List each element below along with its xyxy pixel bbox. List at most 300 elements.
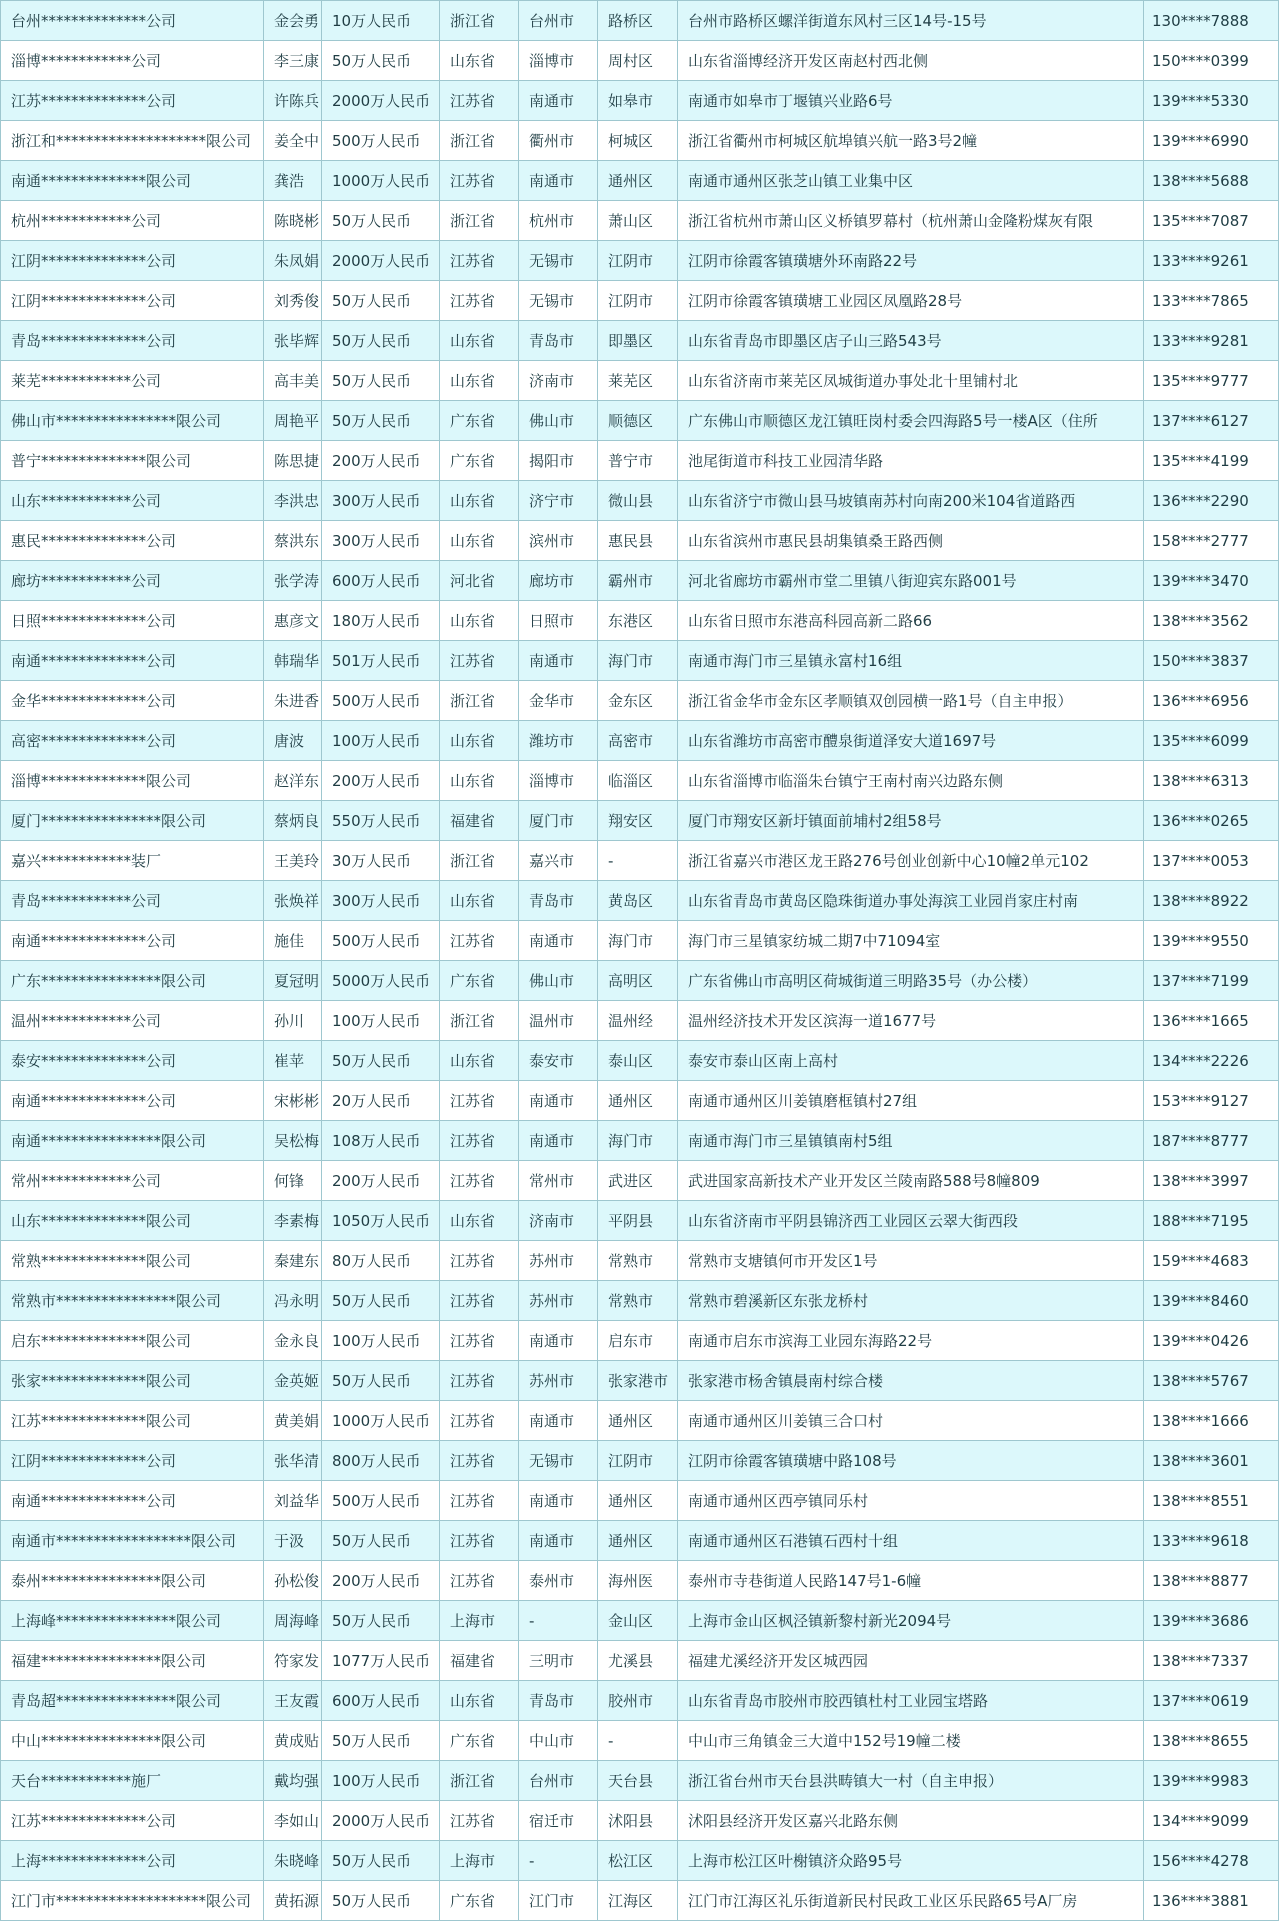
city-cell: 南通市 xyxy=(519,1121,598,1161)
legal-rep-cell: 施佳 xyxy=(264,921,322,961)
district-cell: 惠民县 xyxy=(598,521,678,561)
phone-cell: 159****4683 xyxy=(1144,1241,1279,1281)
phone-cell: 134****2226 xyxy=(1144,1041,1279,1081)
city-cell: 常州市 xyxy=(519,1161,598,1201)
capital-cell: 50万人民币 xyxy=(322,1281,440,1321)
address-cell: 台州市路桥区螺洋街道东风村三区14号-15号 xyxy=(678,1,1144,41)
company-name-cell: 泰安**************公司 xyxy=(1,1041,264,1081)
table-row xyxy=(1,81,1279,121)
table-row xyxy=(1,41,1279,81)
legal-rep-cell: 何锋 xyxy=(264,1161,322,1201)
capital-cell: 50万人民币 xyxy=(322,281,440,321)
table-row xyxy=(1,1601,1279,1641)
company-name-cell: 南通市******************限公司 xyxy=(1,1521,264,1561)
company-name-cell: 中山****************限公司 xyxy=(1,1721,264,1761)
province-cell: 江苏省 xyxy=(440,1361,519,1401)
address-cell: 南通市通州区石港镇石西村十组 xyxy=(678,1521,1144,1561)
capital-cell: 180万人民币 xyxy=(322,601,440,641)
legal-rep-cell: 周艳平 xyxy=(264,401,322,441)
address-cell: 山东省滨州市惠民县胡集镇桑王路西侧 xyxy=(678,521,1144,561)
district-cell: 江阴市 xyxy=(598,281,678,321)
phone-cell: 138****8877 xyxy=(1144,1561,1279,1601)
province-cell: 山东省 xyxy=(440,361,519,401)
table-row xyxy=(1,1161,1279,1201)
province-cell: 山东省 xyxy=(440,881,519,921)
city-cell: 济南市 xyxy=(519,1201,598,1241)
district-cell: 莱芜区 xyxy=(598,361,678,401)
phone-cell: 139****5330 xyxy=(1144,81,1279,121)
address-cell: 江阴市徐霞客镇璜塘工业园区凤凰路28号 xyxy=(678,281,1144,321)
capital-cell: 50万人民币 xyxy=(322,321,440,361)
district-cell: 黄岛区 xyxy=(598,881,678,921)
address-cell: 山东省淄博经济开发区南赵村西北侧 xyxy=(678,41,1144,81)
city-cell: 青岛市 xyxy=(519,1681,598,1721)
table-row xyxy=(1,681,1279,721)
phone-cell: 134****9099 xyxy=(1144,1801,1279,1841)
province-cell: 江苏省 xyxy=(440,281,519,321)
city-cell: 宿迁市 xyxy=(519,1801,598,1841)
province-cell: 江苏省 xyxy=(440,1801,519,1841)
province-cell: 江苏省 xyxy=(440,1481,519,1521)
company-name-cell: 山东************公司 xyxy=(1,481,264,521)
legal-rep-cell: 黄美娟 xyxy=(264,1401,322,1441)
phone-cell: 138****8922 xyxy=(1144,881,1279,921)
table-row xyxy=(1,121,1279,161)
legal-rep-cell: 蔡洪东 xyxy=(264,521,322,561)
district-cell: 通州区 xyxy=(598,1481,678,1521)
province-cell: 山东省 xyxy=(440,41,519,81)
capital-cell: 50万人民币 xyxy=(322,41,440,81)
district-cell: 通州区 xyxy=(598,1401,678,1441)
province-cell: 浙江省 xyxy=(440,841,519,881)
city-cell: 南通市 xyxy=(519,81,598,121)
table-row xyxy=(1,1841,1279,1881)
city-cell: - xyxy=(519,1841,598,1881)
table-row xyxy=(1,601,1279,641)
table-row xyxy=(1,761,1279,801)
capital-cell: 501万人民币 xyxy=(322,641,440,681)
phone-cell: 136****2290 xyxy=(1144,481,1279,521)
phone-cell: 150****0399 xyxy=(1144,41,1279,81)
table-row xyxy=(1,1761,1279,1801)
company-name-cell: 淄博************公司 xyxy=(1,41,264,81)
capital-cell: 2000万人民币 xyxy=(322,241,440,281)
province-cell: 福建省 xyxy=(440,801,519,841)
district-cell: 即墨区 xyxy=(598,321,678,361)
table-row xyxy=(1,1681,1279,1721)
legal-rep-cell: 黄拓源 xyxy=(264,1881,322,1921)
capital-cell: 50万人民币 xyxy=(322,1841,440,1881)
company-name-cell: 天台************施厂 xyxy=(1,1761,264,1801)
capital-cell: 50万人民币 xyxy=(322,1881,440,1921)
legal-rep-cell: 夏冠明 xyxy=(264,961,322,1001)
legal-rep-cell: 张学涛 xyxy=(264,561,322,601)
province-cell: 江苏省 xyxy=(440,1321,519,1361)
capital-cell: 100万人民币 xyxy=(322,1001,440,1041)
table-row xyxy=(1,1481,1279,1521)
district-cell: 通州区 xyxy=(598,1521,678,1561)
city-cell: 南通市 xyxy=(519,921,598,961)
phone-cell: 139****3470 xyxy=(1144,561,1279,601)
city-cell: 青岛市 xyxy=(519,321,598,361)
company-name-cell: 福建****************限公司 xyxy=(1,1641,264,1681)
legal-rep-cell: 唐波 xyxy=(264,721,322,761)
table-row xyxy=(1,201,1279,241)
company-table-body xyxy=(1,1,1279,1921)
company-name-cell: 杭州************公司 xyxy=(1,201,264,241)
district-cell: 高明区 xyxy=(598,961,678,1001)
province-cell: 江苏省 xyxy=(440,241,519,281)
province-cell: 江苏省 xyxy=(440,1281,519,1321)
address-cell: 张家港市杨舍镇晨南村综合楼 xyxy=(678,1361,1144,1401)
province-cell: 江苏省 xyxy=(440,1081,519,1121)
district-cell: 顺德区 xyxy=(598,401,678,441)
district-cell: 沭阳县 xyxy=(598,1801,678,1841)
legal-rep-cell: 于汲 xyxy=(264,1521,322,1561)
company-name-cell: 温州************公司 xyxy=(1,1001,264,1041)
company-name-cell: 常熟**************限公司 xyxy=(1,1241,264,1281)
address-cell: 山东省济宁市微山县马坡镇南苏村向南200米104省道路西 xyxy=(678,481,1144,521)
district-cell: - xyxy=(598,841,678,881)
table-row xyxy=(1,441,1279,481)
company-name-cell: 台州**************公司 xyxy=(1,1,264,41)
capital-cell: 108万人民币 xyxy=(322,1121,440,1161)
district-cell: 温州经 xyxy=(598,1001,678,1041)
province-cell: 江苏省 xyxy=(440,641,519,681)
address-cell: 南通市通州区西亭镇同乐村 xyxy=(678,1481,1144,1521)
company-name-cell: 南通**************公司 xyxy=(1,1081,264,1121)
phone-cell: 188****7195 xyxy=(1144,1201,1279,1241)
district-cell: 金东区 xyxy=(598,681,678,721)
district-cell: 天台县 xyxy=(598,1761,678,1801)
capital-cell: 1077万人民币 xyxy=(322,1641,440,1681)
address-cell: 沭阳县经济开发区嘉兴北路东侧 xyxy=(678,1801,1144,1841)
city-cell: 南通市 xyxy=(519,1081,598,1121)
city-cell: 三明市 xyxy=(519,1641,598,1681)
company-name-cell: 广东****************限公司 xyxy=(1,961,264,1001)
district-cell: 临淄区 xyxy=(598,761,678,801)
phone-cell: 138****1666 xyxy=(1144,1401,1279,1441)
legal-rep-cell: 金会勇 xyxy=(264,1,322,41)
table-row xyxy=(1,1241,1279,1281)
district-cell: 霸州市 xyxy=(598,561,678,601)
district-cell: 松江区 xyxy=(598,1841,678,1881)
phone-cell: 136****6956 xyxy=(1144,681,1279,721)
phone-cell: 138****8551 xyxy=(1144,1481,1279,1521)
phone-cell: 135****6099 xyxy=(1144,721,1279,761)
phone-cell: 137****0053 xyxy=(1144,841,1279,881)
company-name-cell: 常州************公司 xyxy=(1,1161,264,1201)
company-name-cell: 莱芜************公司 xyxy=(1,361,264,401)
legal-rep-cell: 高丰美 xyxy=(264,361,322,401)
province-cell: 江苏省 xyxy=(440,1241,519,1281)
legal-rep-cell: 吴松梅 xyxy=(264,1121,322,1161)
phone-cell: 139****8460 xyxy=(1144,1281,1279,1321)
table-row xyxy=(1,561,1279,601)
address-cell: 浙江省嘉兴市港区龙王路276号创业创新中心10幢2单元102 xyxy=(678,841,1144,881)
province-cell: 广东省 xyxy=(440,1721,519,1761)
phone-cell: 136****3881 xyxy=(1144,1881,1279,1921)
province-cell: 山东省 xyxy=(440,1681,519,1721)
district-cell: - xyxy=(598,1721,678,1761)
company-name-cell: 上海**************公司 xyxy=(1,1841,264,1881)
address-cell: 厦门市翔安区新圩镇面前埔村2组58号 xyxy=(678,801,1144,841)
capital-cell: 500万人民币 xyxy=(322,921,440,961)
table-row xyxy=(1,1801,1279,1841)
legal-rep-cell: 金英姬 xyxy=(264,1361,322,1401)
table-row xyxy=(1,521,1279,561)
address-cell: 山东省淄博市临淄朱台镇宁王南村南兴边路东侧 xyxy=(678,761,1144,801)
table-row xyxy=(1,1521,1279,1561)
legal-rep-cell: 戴均强 xyxy=(264,1761,322,1801)
legal-rep-cell: 冯永明 xyxy=(264,1281,322,1321)
city-cell: - xyxy=(519,1601,598,1641)
phone-cell: 138****3562 xyxy=(1144,601,1279,641)
city-cell: 苏州市 xyxy=(519,1361,598,1401)
table-row xyxy=(1,1361,1279,1401)
province-cell: 浙江省 xyxy=(440,201,519,241)
province-cell: 上海市 xyxy=(440,1841,519,1881)
district-cell: 海州医 xyxy=(598,1561,678,1601)
table-row xyxy=(1,1641,1279,1681)
city-cell: 杭州市 xyxy=(519,201,598,241)
table-row xyxy=(1,1881,1279,1921)
city-cell: 济宁市 xyxy=(519,481,598,521)
company-name-cell: 厦门****************限公司 xyxy=(1,801,264,841)
city-cell: 温州市 xyxy=(519,1001,598,1041)
legal-rep-cell: 许陈兵 xyxy=(264,81,322,121)
phone-cell: 138****6313 xyxy=(1144,761,1279,801)
phone-cell: 139****3686 xyxy=(1144,1601,1279,1641)
table-row xyxy=(1,1401,1279,1441)
phone-cell: 138****7337 xyxy=(1144,1641,1279,1681)
legal-rep-cell: 张焕祥 xyxy=(264,881,322,921)
legal-rep-cell: 宋彬彬 xyxy=(264,1081,322,1121)
address-cell: 海门市三星镇家纺城二期7中71094室 xyxy=(678,921,1144,961)
address-cell: 南通市通州区川姜镇三合口村 xyxy=(678,1401,1144,1441)
table-row xyxy=(1,921,1279,961)
address-cell: 浙江省台州市天台县洪畴镇大一村（自主申报） xyxy=(678,1761,1144,1801)
district-cell: 高密市 xyxy=(598,721,678,761)
phone-cell: 156****4278 xyxy=(1144,1841,1279,1881)
phone-cell: 187****8777 xyxy=(1144,1121,1279,1161)
phone-cell: 135****7087 xyxy=(1144,201,1279,241)
capital-cell: 200万人民币 xyxy=(322,1561,440,1601)
district-cell: 萧山区 xyxy=(598,201,678,241)
city-cell: 佛山市 xyxy=(519,401,598,441)
capital-cell: 50万人民币 xyxy=(322,1361,440,1401)
address-cell: 浙江省金华市金东区孝顺镇双创园横一路1号（自主申报） xyxy=(678,681,1144,721)
phone-cell: 137****0619 xyxy=(1144,1681,1279,1721)
address-cell: 河北省廊坊市霸州市堂二里镇八街迎宾东路001号 xyxy=(678,561,1144,601)
province-cell: 广东省 xyxy=(440,441,519,481)
phone-cell: 133****7865 xyxy=(1144,281,1279,321)
capital-cell: 50万人民币 xyxy=(322,1601,440,1641)
table-row xyxy=(1,841,1279,881)
district-cell: 江阴市 xyxy=(598,1441,678,1481)
legal-rep-cell: 龚浩 xyxy=(264,161,322,201)
legal-rep-cell: 金永良 xyxy=(264,1321,322,1361)
district-cell: 泰山区 xyxy=(598,1041,678,1081)
address-cell: 南通市启东市滨海工业园东海路22号 xyxy=(678,1321,1144,1361)
phone-cell: 135****9777 xyxy=(1144,361,1279,401)
company-name-cell: 浙江和********************限公司 xyxy=(1,121,264,161)
company-name-cell: 金华**************公司 xyxy=(1,681,264,721)
capital-cell: 50万人民币 xyxy=(322,201,440,241)
district-cell: 尤溪县 xyxy=(598,1641,678,1681)
company-name-cell: 山东**************限公司 xyxy=(1,1201,264,1241)
legal-rep-cell: 陈思捷 xyxy=(264,441,322,481)
city-cell: 南通市 xyxy=(519,161,598,201)
capital-cell: 550万人民币 xyxy=(322,801,440,841)
legal-rep-cell: 朱凤娟 xyxy=(264,241,322,281)
district-cell: 胶州市 xyxy=(598,1681,678,1721)
company-name-cell: 江苏**************公司 xyxy=(1,1801,264,1841)
province-cell: 浙江省 xyxy=(440,681,519,721)
capital-cell: 300万人民币 xyxy=(322,881,440,921)
city-cell: 南通市 xyxy=(519,1321,598,1361)
province-cell: 广东省 xyxy=(440,1881,519,1921)
company-name-cell: 常熟市****************限公司 xyxy=(1,1281,264,1321)
legal-rep-cell: 蔡炳良 xyxy=(264,801,322,841)
address-cell: 山东省青岛市胶州市胶西镇杜村工业园宝塔路 xyxy=(678,1681,1144,1721)
company-name-cell: 佛山市****************限公司 xyxy=(1,401,264,441)
district-cell: 江海区 xyxy=(598,1881,678,1921)
city-cell: 南通市 xyxy=(519,1401,598,1441)
company-name-cell: 惠民**************公司 xyxy=(1,521,264,561)
phone-cell: 137****7199 xyxy=(1144,961,1279,1001)
province-cell: 江苏省 xyxy=(440,1121,519,1161)
address-cell: 江阴市徐霞客镇璜塘外环南路22号 xyxy=(678,241,1144,281)
district-cell: 普宁市 xyxy=(598,441,678,481)
legal-rep-cell: 赵洋东 xyxy=(264,761,322,801)
company-name-cell: 青岛**************公司 xyxy=(1,321,264,361)
company-name-cell: 南通**************公司 xyxy=(1,641,264,681)
city-cell: 淄博市 xyxy=(519,761,598,801)
province-cell: 浙江省 xyxy=(440,121,519,161)
legal-rep-cell: 张毕辉 xyxy=(264,321,322,361)
table-row xyxy=(1,1441,1279,1481)
city-cell: 金华市 xyxy=(519,681,598,721)
table-row xyxy=(1,1001,1279,1041)
province-cell: 广东省 xyxy=(440,401,519,441)
province-cell: 福建省 xyxy=(440,1641,519,1681)
phone-cell: 138****3997 xyxy=(1144,1161,1279,1201)
address-cell: 泰州市寺巷街道人民路147号1-6幢 xyxy=(678,1561,1144,1601)
address-cell: 南通市海门市三星镇永富村16组 xyxy=(678,641,1144,681)
province-cell: 河北省 xyxy=(440,561,519,601)
address-cell: 浙江省杭州市萧山区义桥镇罗幕村（杭州萧山金隆粉煤灰有限 xyxy=(678,201,1144,241)
legal-rep-cell: 张华清 xyxy=(264,1441,322,1481)
legal-rep-cell: 孙松俊 xyxy=(264,1561,322,1601)
capital-cell: 1000万人民币 xyxy=(322,161,440,201)
legal-rep-cell: 李素梅 xyxy=(264,1201,322,1241)
city-cell: 无锡市 xyxy=(519,1441,598,1481)
province-cell: 江苏省 xyxy=(440,1401,519,1441)
province-cell: 江苏省 xyxy=(440,1161,519,1201)
legal-rep-cell: 王友霞 xyxy=(264,1681,322,1721)
company-name-cell: 淄博**************限公司 xyxy=(1,761,264,801)
table-row xyxy=(1,321,1279,361)
table-row xyxy=(1,1281,1279,1321)
company-name-cell: 江苏**************公司 xyxy=(1,81,264,121)
address-cell: 山东省日照市东港高科园高新二路66 xyxy=(678,601,1144,641)
address-cell: 常熟市碧溪新区东张龙桥村 xyxy=(678,1281,1144,1321)
company-name-cell: 南通**************限公司 xyxy=(1,161,264,201)
city-cell: 衢州市 xyxy=(519,121,598,161)
city-cell: 南通市 xyxy=(519,1481,598,1521)
table-row xyxy=(1,1,1279,41)
phone-cell: 133****9261 xyxy=(1144,241,1279,281)
city-cell: 泰安市 xyxy=(519,1041,598,1081)
address-cell: 武进国家高新技术产业开发区兰陵南路588号8幢809 xyxy=(678,1161,1144,1201)
phone-cell: 136****0265 xyxy=(1144,801,1279,841)
capital-cell: 500万人民币 xyxy=(322,1481,440,1521)
address-cell: 广东省佛山市高明区荷城街道三明路35号（办公楼） xyxy=(678,961,1144,1001)
legal-rep-cell: 孙川 xyxy=(264,1001,322,1041)
capital-cell: 600万人民币 xyxy=(322,1681,440,1721)
legal-rep-cell: 朱晓峰 xyxy=(264,1841,322,1881)
province-cell: 江苏省 xyxy=(440,1441,519,1481)
capital-cell: 100万人民币 xyxy=(322,721,440,761)
phone-cell: 138****5767 xyxy=(1144,1361,1279,1401)
city-cell: 廊坊市 xyxy=(519,561,598,601)
city-cell: 青岛市 xyxy=(519,881,598,921)
address-cell: 上海市金山区枫泾镇新黎村新光2094号 xyxy=(678,1601,1144,1641)
phone-cell: 139****0426 xyxy=(1144,1321,1279,1361)
city-cell: 中山市 xyxy=(519,1721,598,1761)
city-cell: 无锡市 xyxy=(519,241,598,281)
company-name-cell: 南通**************公司 xyxy=(1,1481,264,1521)
capital-cell: 50万人民币 xyxy=(322,401,440,441)
phone-cell: 139****9550 xyxy=(1144,921,1279,961)
phone-cell: 133****9281 xyxy=(1144,321,1279,361)
legal-rep-cell: 崔苹 xyxy=(264,1041,322,1081)
capital-cell: 500万人民币 xyxy=(322,121,440,161)
capital-cell: 300万人民币 xyxy=(322,521,440,561)
capital-cell: 600万人民币 xyxy=(322,561,440,601)
company-name-cell: 启东**************限公司 xyxy=(1,1321,264,1361)
table-row xyxy=(1,161,1279,201)
city-cell: 济南市 xyxy=(519,361,598,401)
company-name-cell: 泰州****************限公司 xyxy=(1,1561,264,1601)
phone-cell: 130****7888 xyxy=(1144,1,1279,41)
district-cell: 平阴县 xyxy=(598,1201,678,1241)
legal-rep-cell: 李洪忠 xyxy=(264,481,322,521)
address-cell: 上海市松江区叶榭镇济众路95号 xyxy=(678,1841,1144,1881)
company-name-cell: 上海峰****************限公司 xyxy=(1,1601,264,1641)
table-row xyxy=(1,361,1279,401)
province-cell: 江苏省 xyxy=(440,921,519,961)
capital-cell: 200万人民币 xyxy=(322,441,440,481)
phone-cell: 138****8655 xyxy=(1144,1721,1279,1761)
address-cell: 南通市海门市三星镇镇南村5组 xyxy=(678,1121,1144,1161)
province-cell: 江苏省 xyxy=(440,81,519,121)
table-row xyxy=(1,1081,1279,1121)
district-cell: 海门市 xyxy=(598,641,678,681)
capital-cell: 800万人民币 xyxy=(322,1441,440,1481)
city-cell: 揭阳市 xyxy=(519,441,598,481)
province-cell: 山东省 xyxy=(440,521,519,561)
table-row xyxy=(1,1121,1279,1161)
address-cell: 中山市三角镇金三大道中152号19幢二楼 xyxy=(678,1721,1144,1761)
capital-cell: 50万人民币 xyxy=(322,1721,440,1761)
company-name-cell: 高密**************公司 xyxy=(1,721,264,761)
city-cell: 佛山市 xyxy=(519,961,598,1001)
city-cell: 台州市 xyxy=(519,1,598,41)
province-cell: 广东省 xyxy=(440,961,519,1001)
legal-rep-cell: 李三康 xyxy=(264,41,322,81)
